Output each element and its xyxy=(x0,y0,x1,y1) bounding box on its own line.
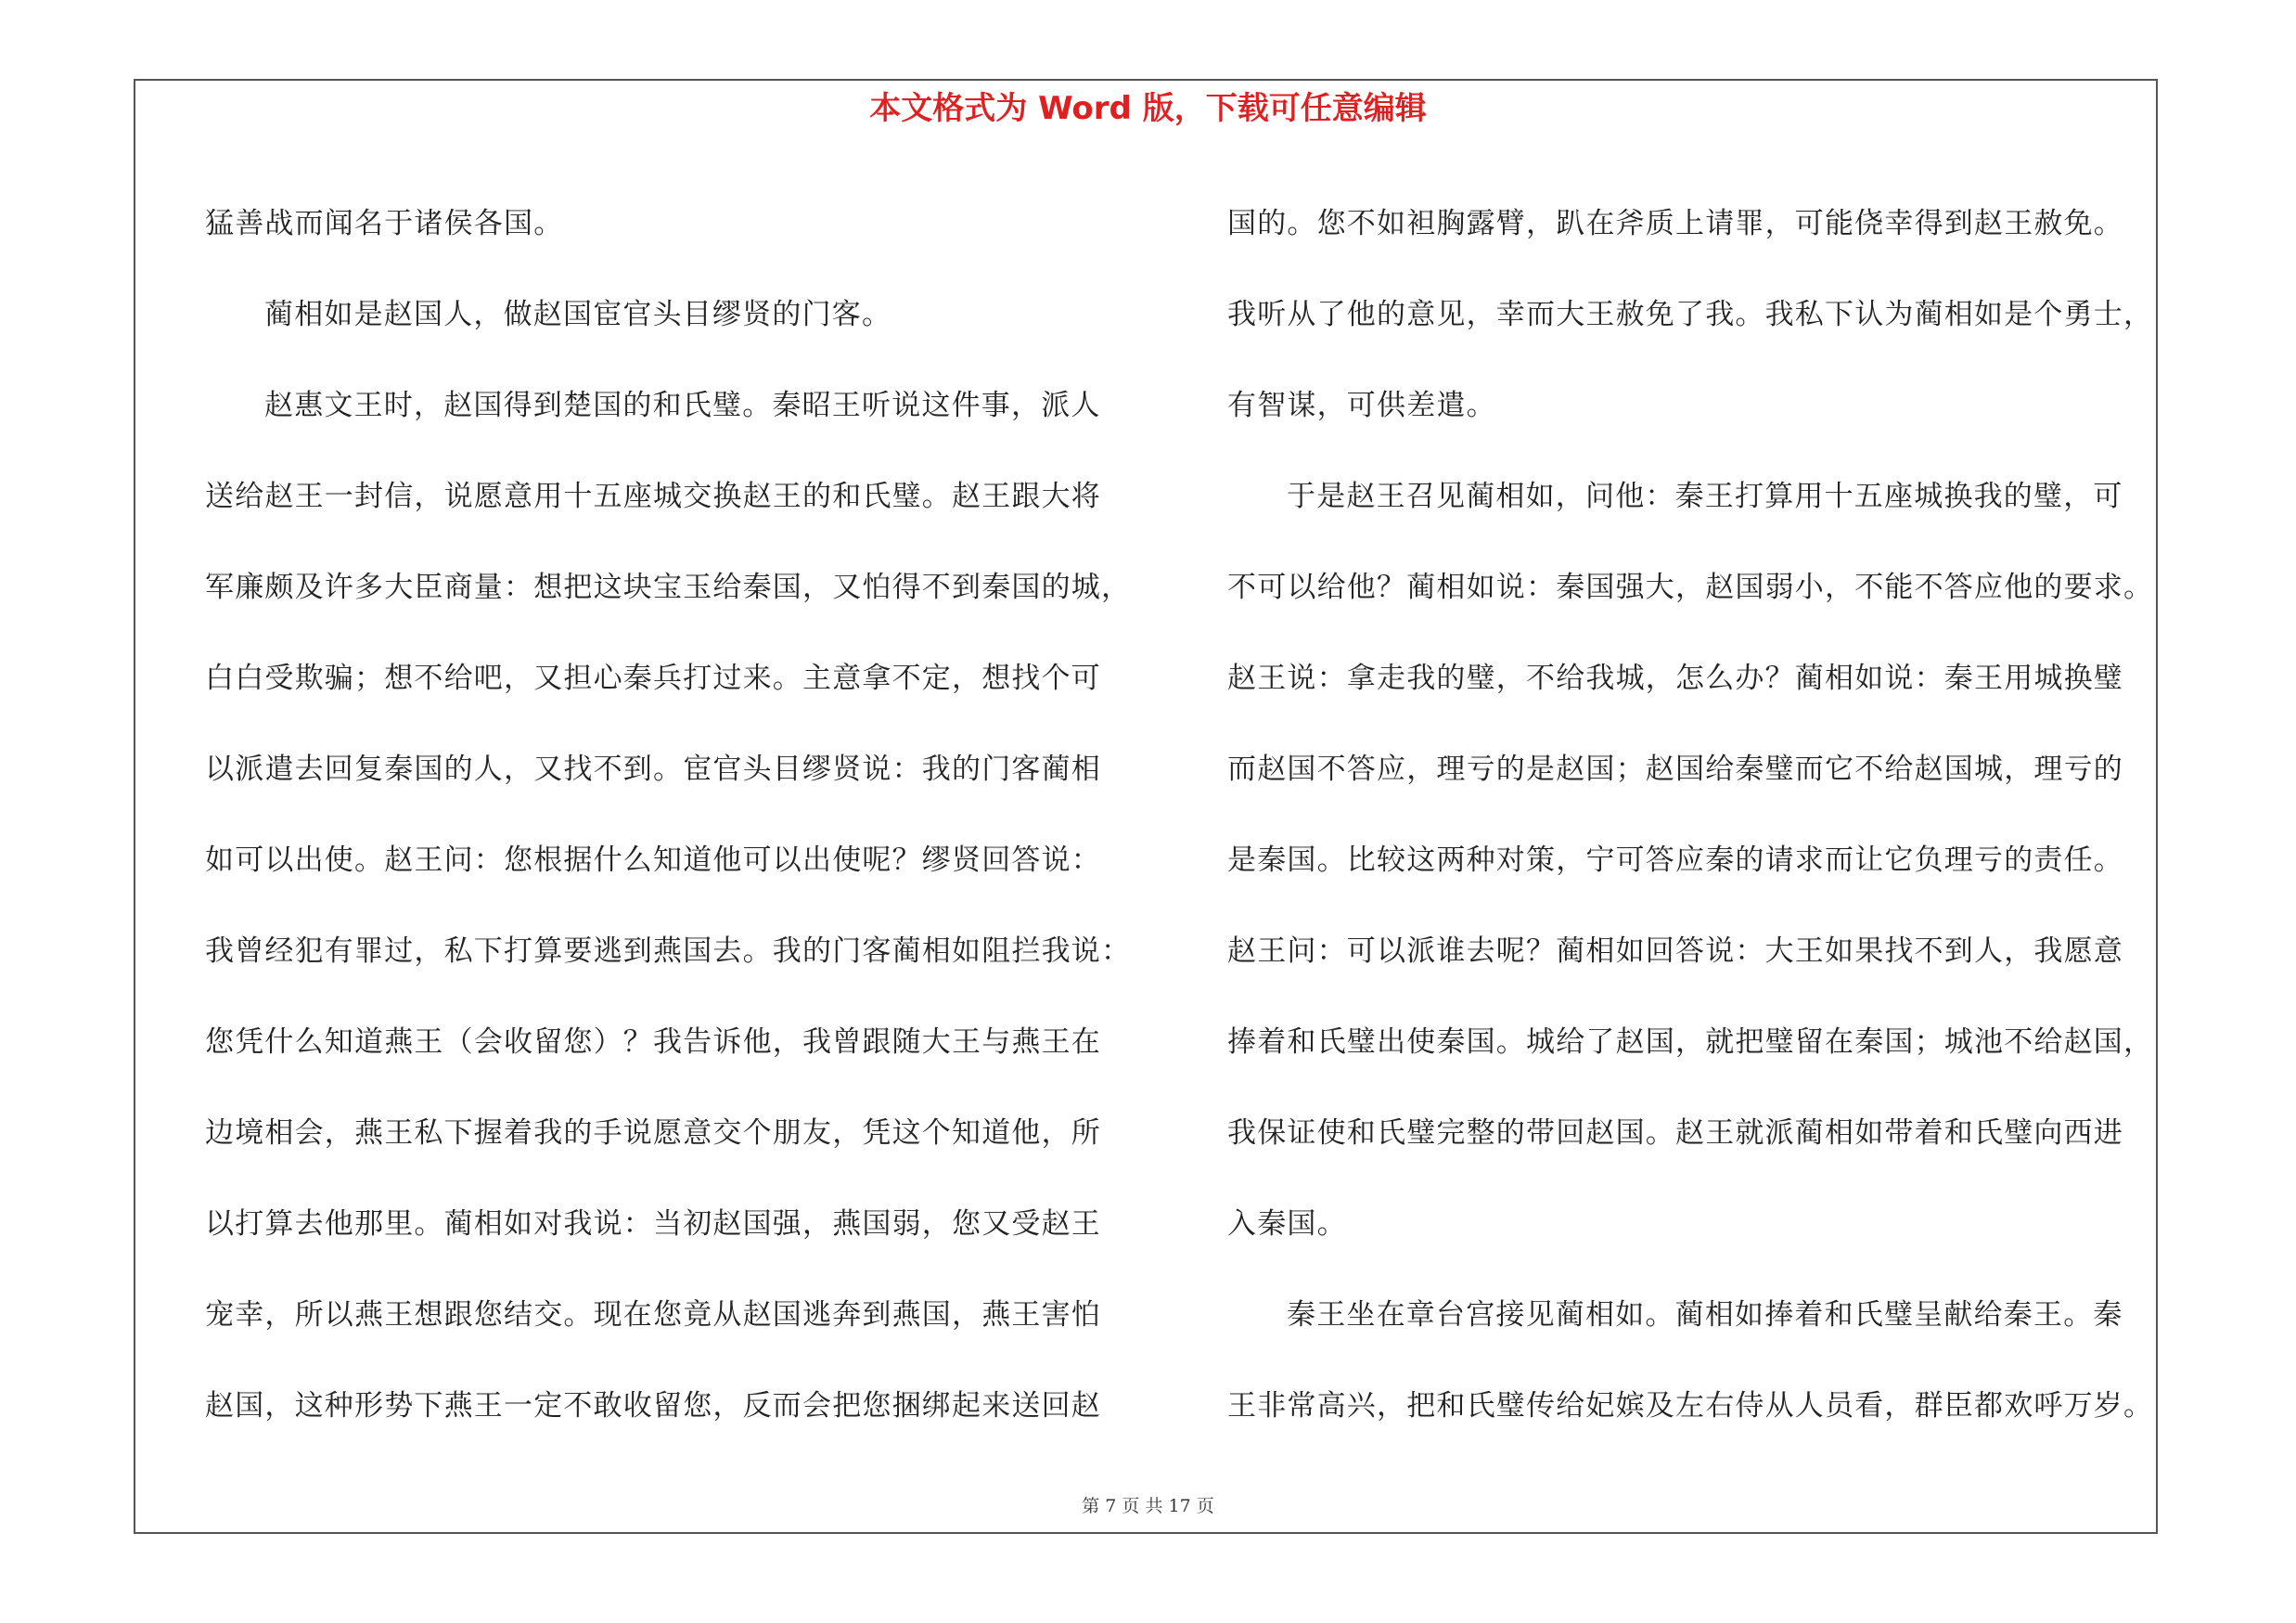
text-line: 赵惠文王时，赵国得到楚国的和氏璧。秦昭王听说这件事，派人 xyxy=(264,389,1101,422)
text-line: 国的。您不如袒胸露臂，趴在斧质上请罪，可能侥幸得到赵王赦免。 xyxy=(1227,207,2123,240)
text-line: 我曾经犯有罪过，私下打算要逃到燕国去。我的门客蔺相如阻拦我说： xyxy=(205,934,1132,968)
text-line: 白白受欺骗；想不给吧，又担心秦兵打过来。主意拿不定，想找个可 xyxy=(205,662,1101,695)
text-line: 以派遣去回复秦国的人，又找不到。宦官头目缪贤说：我的门客蔺相 xyxy=(205,753,1101,786)
text-line: 不可以给他？蔺相如说：秦国强大，赵国弱小，不能不答应他的要求。 xyxy=(1227,571,2154,604)
text-line: 宠幸，所以燕王想跟您结交。现在您竟从赵国逃奔到燕国，燕王害怕 xyxy=(205,1298,1101,1332)
text-line: 秦王坐在章台宫接见蔺相如。蔺相如捧着和氏璧呈献给秦王。秦 xyxy=(1287,1298,2123,1332)
text-line: 是秦国。比较这两种对策，宁可答应秦的请求而让它负理亏的责任。 xyxy=(1227,844,2123,877)
text-line: 如可以出使。赵王问：您根据什么知道他可以出使呢？缪贤回答说： xyxy=(205,844,1101,877)
text-line: 以打算去他那里。蔺相如对我说：当初赵国强，燕国弱，您又受赵王 xyxy=(205,1207,1101,1241)
left-text-column xyxy=(205,178,1132,1451)
header-banner: 本文格式为 Word 版，下载可任意编辑 xyxy=(869,90,1427,127)
right-text-column xyxy=(1227,178,2154,1451)
text-line: 捧着和氏璧出使秦国。城给了赵国，就把璧留在秦国；城池不给赵国， xyxy=(1227,1025,2154,1059)
text-line: 我听从了他的意见，幸而大王赦免了我。我私下认为蔺相如是个勇士， xyxy=(1227,298,2154,331)
page-number-footer: 第 7 页 共 17 页 xyxy=(1082,1496,1214,1516)
text-line: 赵王问：可以派谁去呢？蔺相如回答说：大王如果找不到人，我愿意 xyxy=(1227,934,2123,968)
text-line: 猛善战而闻名于诸侯各国。 xyxy=(205,207,564,240)
text-line: 送给赵王一封信，说愿意用十五座城交换赵王的和氏璧。赵王跟大将 xyxy=(205,480,1101,513)
text-line: 王非常高兴，把和氏璧传给妃嫔及左右侍从人员看，群臣都欢呼万岁。 xyxy=(1227,1389,2154,1423)
text-line: 赵国，这种形势下燕王一定不敢收留您，反而会把您捆绑起来送回赵 xyxy=(205,1389,1101,1423)
text-line: 您凭什么知道燕王（会收留您）？我告诉他，我曾跟随大王与燕王在 xyxy=(205,1025,1101,1059)
text-line: 边境相会，燕王私下握着我的手说愿意交个朋友，凭这个知道他，所 xyxy=(205,1116,1101,1150)
text-line: 入秦国。 xyxy=(1227,1207,1347,1241)
text-line: 军廉颇及许多大臣商量：想把这块宝玉给秦国，又怕得不到秦国的城， xyxy=(205,571,1132,604)
text-line: 我保证使和氏璧完整的带回赵国。赵王就派蔺相如带着和氏璧向西进 xyxy=(1227,1116,2123,1150)
text-line: 赵王说：拿走我的璧，不给我城，怎么办？蔺相如说：秦王用城换璧 xyxy=(1227,662,2123,695)
text-line: 而赵国不答应，理亏的是赵国；赵国给秦璧而它不给赵国城，理亏的 xyxy=(1227,753,2123,786)
text-line: 于是赵王召见蔺相如，问他：秦王打算用十五座城换我的璧，可 xyxy=(1287,480,2123,513)
text-line: 有智谋，可供差遣。 xyxy=(1227,389,1496,422)
text-line: 蔺相如是赵国人，做赵国宦官头目缪贤的门客。 xyxy=(264,298,892,331)
